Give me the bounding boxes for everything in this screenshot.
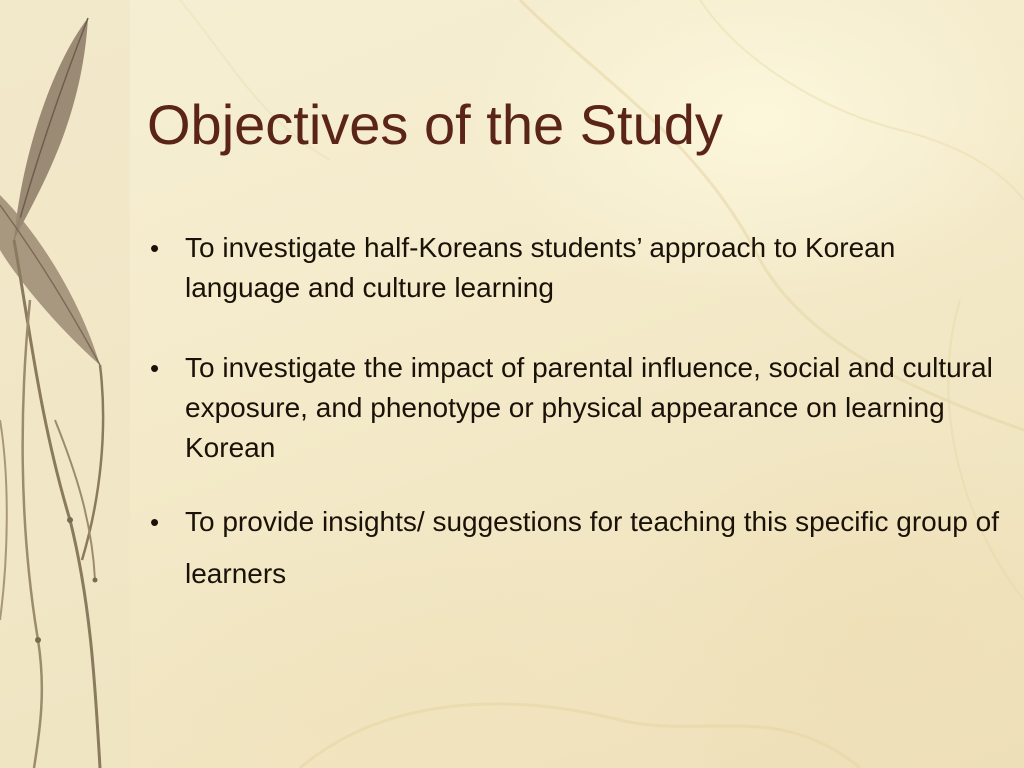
slide-title: Objectives of the Study: [147, 93, 723, 156]
bullet-text: To investigate half-Koreans students’ approach to Korean language and culture learning: [185, 232, 896, 303]
bullet-dot-icon: •: [150, 353, 160, 383]
bullet-text: To provide insights/ suggestions for teaching this specific group of learners: [185, 506, 1000, 589]
bullet-dot-icon: •: [150, 233, 160, 263]
leaf-branch-decoration: [0, 0, 130, 768]
bullet-dot-icon: •: [150, 507, 160, 537]
bullet-list: [147, 228, 1007, 600]
bullet-text: To investigate the impact of parental influence, social and cultural exposure, and phenotype or physical appearance on learning Korean: [185, 352, 993, 463]
bullet-item: [147, 228, 1007, 308]
bullet-item: [147, 348, 1007, 468]
bullet-item: [147, 496, 1007, 600]
